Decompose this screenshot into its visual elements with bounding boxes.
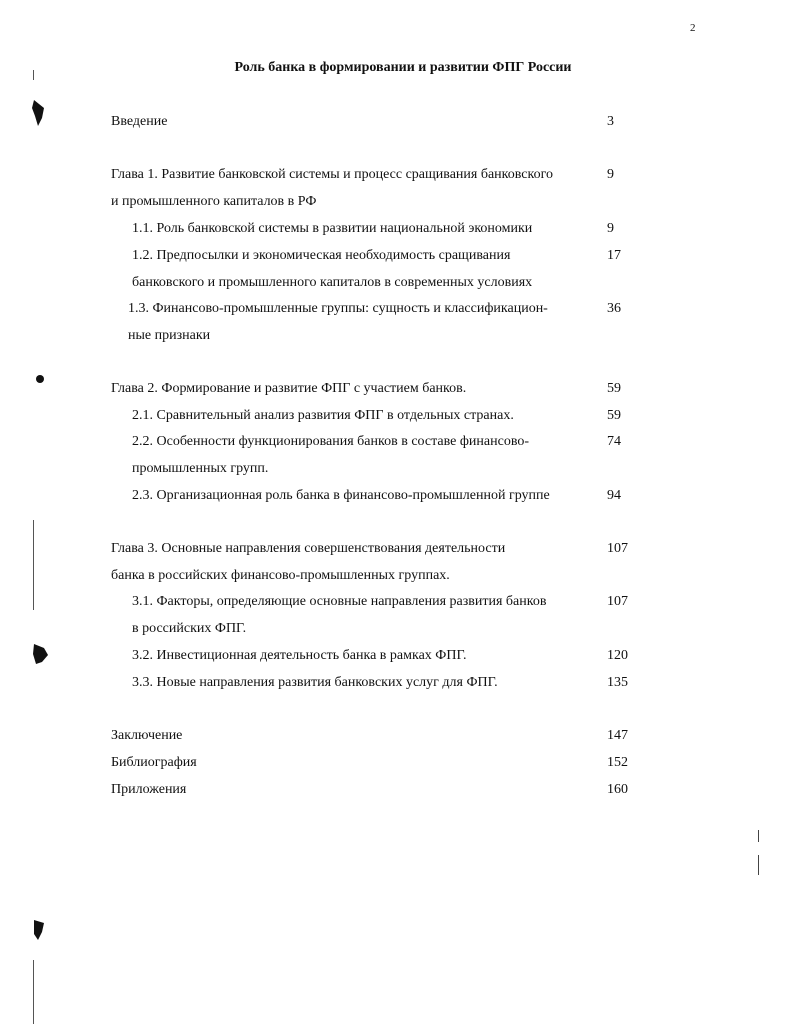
scan-line-right-2 [758, 855, 759, 875]
scan-blot-bottom [34, 920, 44, 940]
toc-s22-page: 74 [607, 434, 621, 449]
toc-s12-line2: банковского и промышленного капиталов в современных условиях [132, 275, 533, 290]
toc-ch2-label: Глава 2. Формирование и развитие ФПГ с участием банков. [111, 381, 467, 396]
toc-s23-label: 2.3. Организационная роль банка в финансово-промышленной группе [132, 488, 550, 503]
toc-ch2-page: 59 [607, 381, 621, 396]
toc-s22-line2: промышленных групп. [132, 461, 269, 476]
toc-conclusion-label: Заключение [111, 728, 183, 743]
toc-s13-line1: 1.3. Финансово-промышленные группы: сущность и классификацион- [128, 301, 548, 316]
toc-s11-label: 1.1. Роль банковской системы в развитии национальной экономики [132, 221, 533, 236]
scan-dot [36, 375, 44, 383]
toc-ch3-line2: банка в российских финансово-промышленных группах. [111, 568, 450, 583]
scan-marks [0, 0, 60, 1024]
toc-appendix-label: Приложения [111, 782, 187, 797]
toc-s31-line2: в российских ФПГ. [132, 621, 247, 636]
toc-ch3-page: 107 [607, 541, 628, 556]
toc-intro-label: Введение [111, 114, 168, 129]
toc-ch1-page: 9 [607, 167, 614, 182]
toc-s23-page: 94 [607, 488, 621, 503]
toc-appendix-page: 160 [607, 782, 628, 797]
toc-ch1-line2: и промышленного капиталов в РФ [111, 194, 317, 209]
toc-s31-page: 107 [607, 594, 628, 609]
scan-line-2 [33, 520, 34, 610]
toc-conclusion-page: 147 [607, 728, 628, 743]
toc-ch1-line1: Глава 1. Развитие банковской системы и процесс сращивания банковского [111, 167, 553, 182]
toc-s22-line1: 2.2. Особенности функционирования банков в составе финансово- [132, 434, 529, 449]
toc-s21-label: 2.1. Сравнительный анализ развития ФПГ в отдельных странах. [132, 408, 514, 423]
scan-blot-middle [33, 644, 48, 664]
toc-s32-page: 120 [607, 648, 628, 663]
toc-s33-label: 3.3. Новые направления развития банковских услуг для ФПГ. [132, 675, 498, 690]
toc-s12-line1: 1.2. Предпосылки и экономическая необходимость сращивания [132, 248, 511, 263]
toc-s21-page: 59 [607, 408, 621, 423]
toc-s31-line1: 3.1. Факторы, определяющие основные направления развития банков [132, 594, 547, 609]
page-title: Роль банка в формировании и развитии ФПГ России [234, 60, 572, 75]
scan-line-1 [33, 70, 34, 80]
toc-intro-page: 3 [607, 114, 614, 129]
scan-line-3 [33, 960, 34, 1024]
toc-bibliography-page: 152 [607, 755, 628, 770]
scan-blot-top [32, 100, 44, 126]
scan-line-right-1 [758, 830, 759, 842]
toc-s12-page: 17 [607, 248, 621, 263]
toc-s13-page: 36 [607, 301, 621, 316]
toc-bibliography-label: Библиография [111, 755, 197, 770]
toc-s11-page: 9 [607, 221, 614, 236]
toc-s32-label: 3.2. Инвестиционная деятельность банка в рамках ФПГ. [132, 648, 467, 663]
toc-ch3-line1: Глава 3. Основные направления совершенствования деятельности [111, 541, 506, 556]
toc-s13-line2: ные признаки [128, 328, 211, 343]
toc-s33-page: 135 [607, 675, 628, 690]
page-number: 2 [690, 22, 696, 34]
